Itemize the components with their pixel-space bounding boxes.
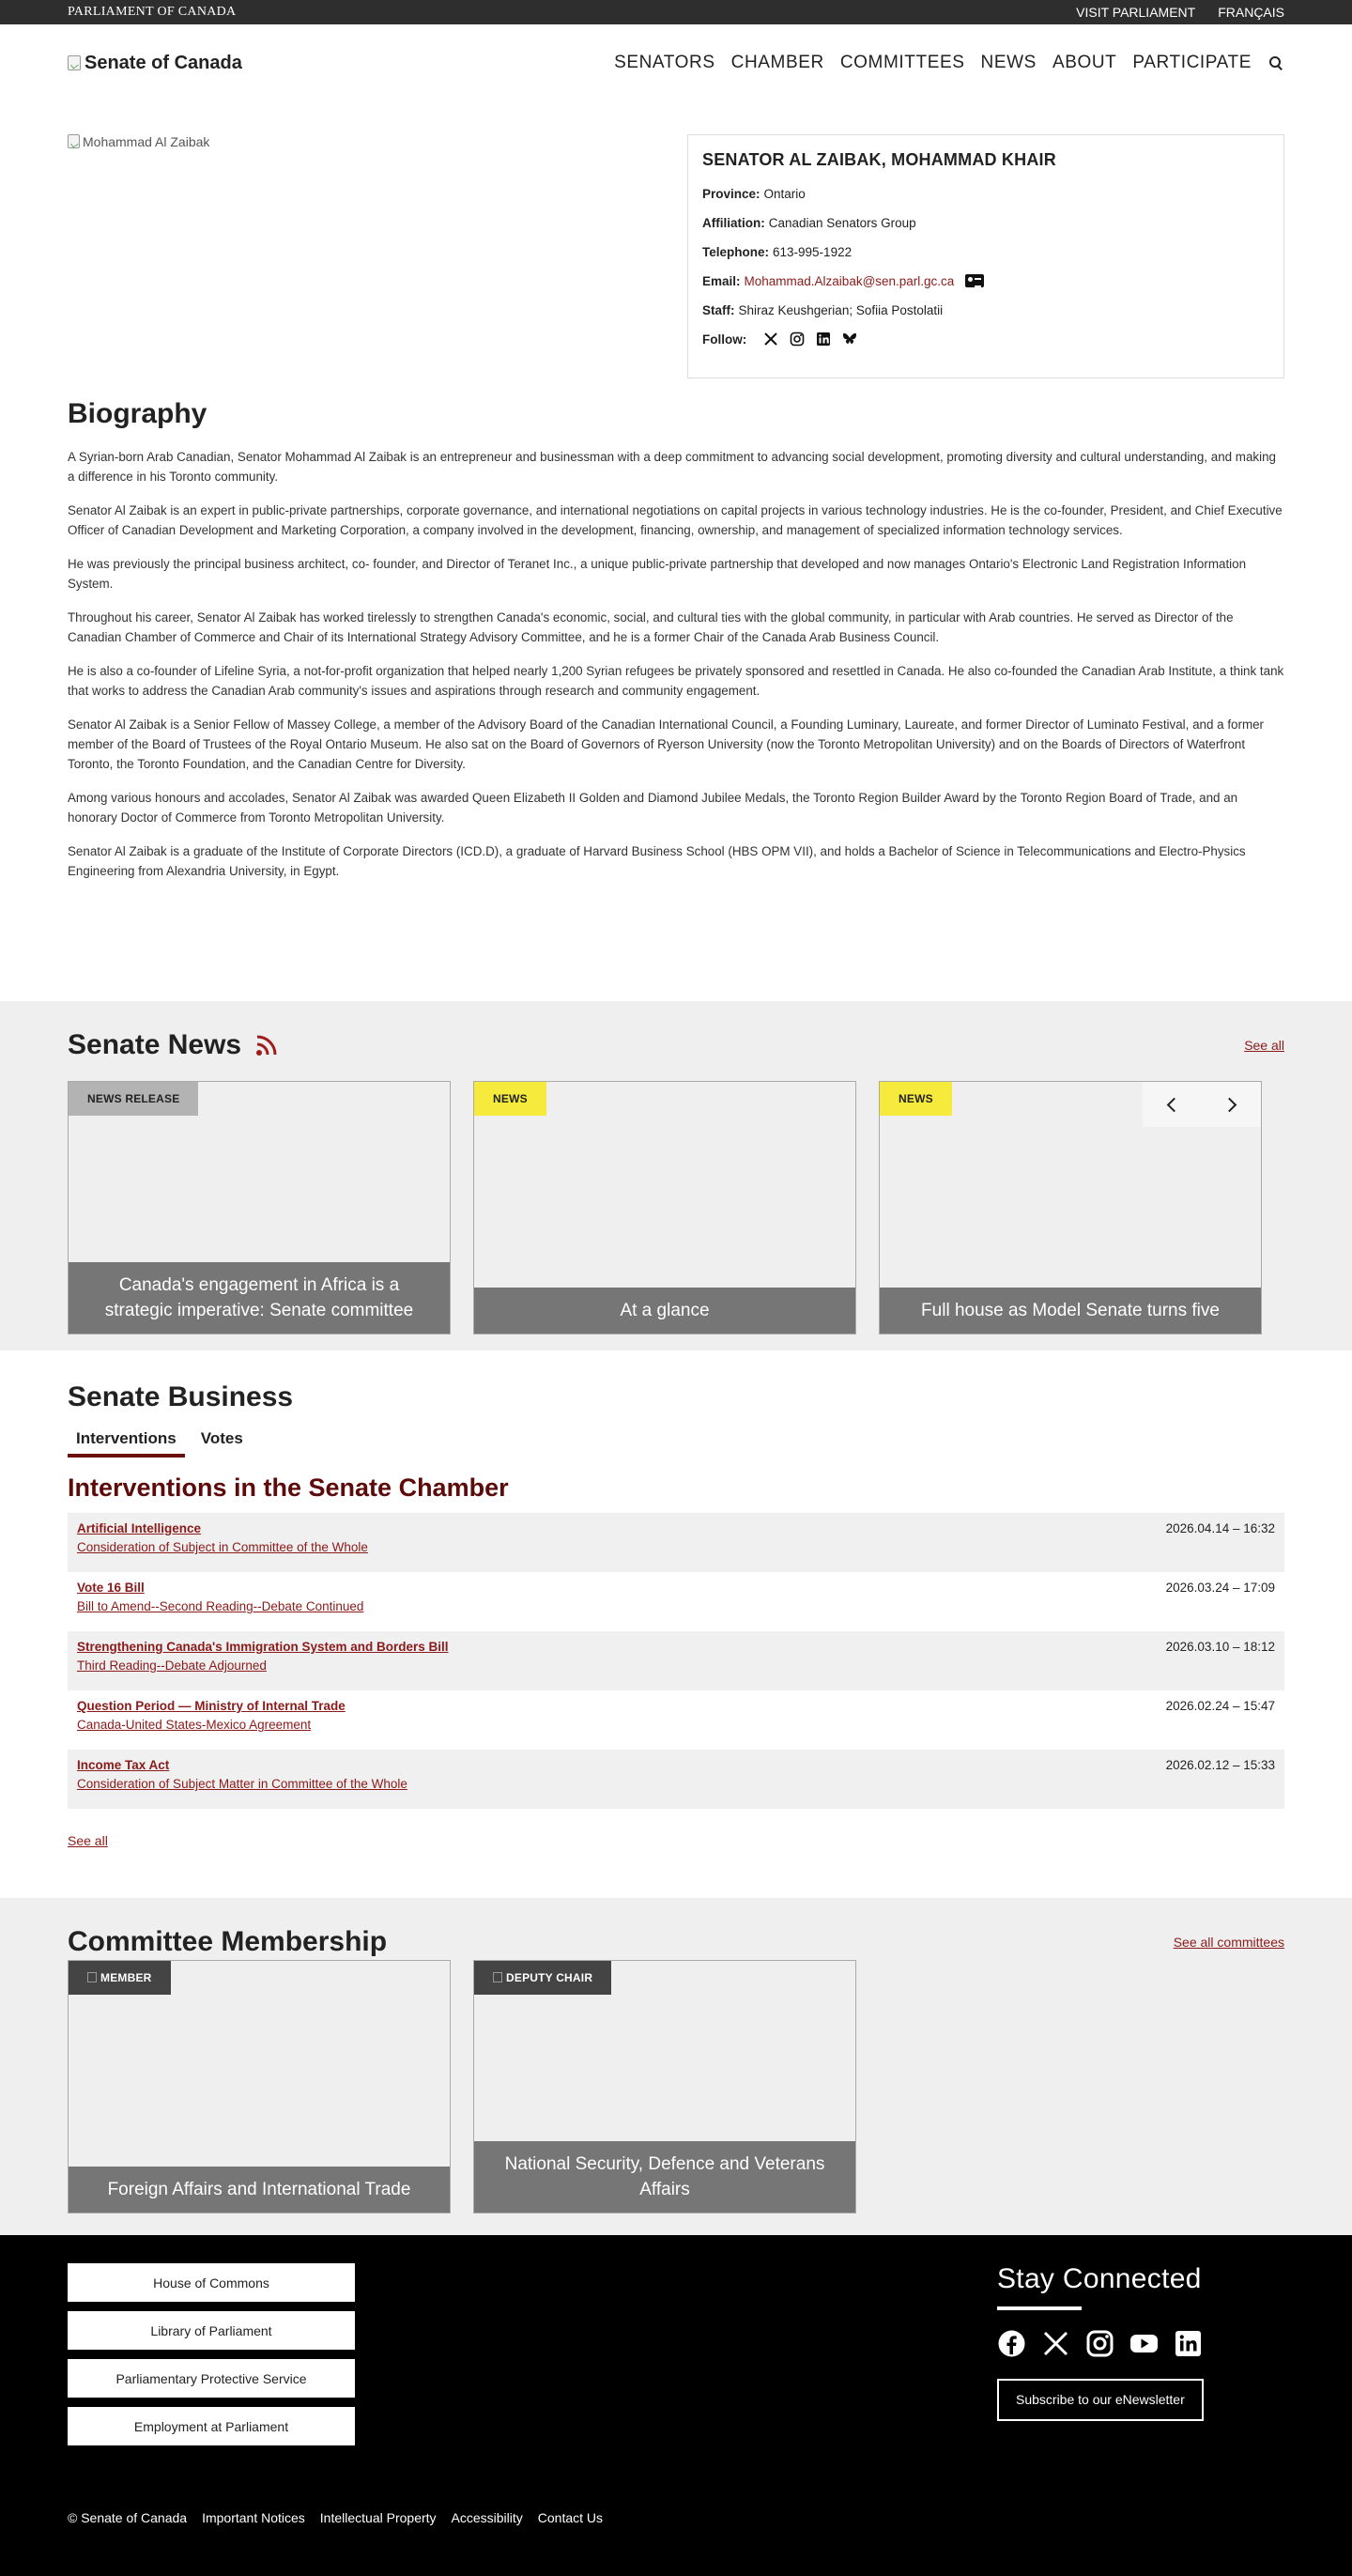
house-of-commons-link[interactable]: House of Commons [68, 2263, 355, 2302]
intervention-subject-link[interactable]: Bill to Amend--Second Reading--Debate Continued [77, 1599, 364, 1613]
youtube-icon[interactable] [1129, 2329, 1159, 2358]
library-of-parliament-link[interactable]: Library of Parliament [68, 2311, 355, 2350]
employment-link[interactable]: Employment at Parliament [68, 2407, 355, 2445]
carousel-controls [1143, 1082, 1261, 1127]
stay-connected-title: Stay Connected [997, 2263, 1202, 2294]
contact-us-link[interactable]: Contact Us [537, 2510, 604, 2525]
bio-paragraph: Among various honours and accolades, Senator Al Zaibak was awarded Queen Elizabeth II Golden and Diamond Jubilee Medals, the Toronto Region Builder Award by the Toronto Region Board of Trade, and an honorary Doctor of Commerce from Toronto Metropolitan University. [68, 791, 1238, 825]
news-type-badge: NEWS [880, 1082, 952, 1116]
committee-role: MEMBER [100, 1971, 152, 1984]
committee-card-caption: National Security, Defence and Veterans Affairs [474, 2141, 855, 2213]
nav-participate[interactable]: PARTICIPATE [1132, 53, 1252, 72]
staff-row [702, 302, 1269, 317]
interventions-list [68, 1513, 1284, 1809]
footer-links [68, 2263, 355, 2484]
interventions-see-all-link[interactable]: See all [68, 1833, 108, 1848]
biography-title: Biography [68, 398, 207, 429]
nav-senators[interactable]: SENATORS [614, 53, 715, 72]
intervention-date: 2026.02.24 – 15:47 [1165, 1699, 1275, 1713]
bio-paragraph: He was previously the principal business architect, co- founder, and Director of Teranet Inc., a unique public-private partnership that developed and now manages Ontario's Electronic Land Registration Information System. [68, 557, 1247, 591]
senator-name: SENATOR AL ZAIBAK, MOHAMMAD KHAIR [702, 150, 1056, 169]
nav-chamber[interactable]: CHAMBER [730, 53, 824, 72]
province-label: Province: [702, 186, 760, 201]
news-type-badge: NEWS RELEASE [69, 1082, 198, 1116]
site-header [0, 24, 1352, 101]
telephone-value: 613-995-1922 [773, 244, 853, 259]
email-link[interactable]: Mohammad.Alzaibak@sen.parl.gc.ca [744, 273, 955, 288]
affiliation-label: Affiliation: [702, 215, 765, 230]
bio-paragraph: Senator Al Zaibak is an expert in public-private partnerships, corporate governance, and international negotiations on capital projects in various technology industries. He is the co-founder, President, and Chief Executive Officer of Canadian Development and Marketing Corporation, a company involved in the development, financing, ownership, and management of specialized information technology services. [68, 503, 1283, 537]
business-title: Senate Business [68, 1381, 294, 1412]
news-card[interactable] [68, 1081, 451, 1334]
news-card-caption: Full house as Model Senate turns five [880, 1288, 1261, 1334]
facebook-icon[interactable] [997, 2329, 1026, 2358]
see-all-committees-link[interactable]: See all committees [1173, 1935, 1284, 1950]
x-icon[interactable] [763, 332, 778, 347]
intervention-date: 2026.03.10 – 18:12 [1165, 1640, 1275, 1654]
senate-news-section [0, 1001, 1352, 1350]
telephone-label: Telephone: [702, 244, 770, 259]
province-row [702, 186, 1269, 201]
instagram-icon[interactable] [790, 332, 805, 347]
broken-image-icon [68, 134, 80, 148]
main-nav [614, 53, 1284, 73]
intervention-subject-link[interactable]: Third Reading--Debate Adjourned [77, 1658, 267, 1673]
nav-news[interactable]: NEWS [980, 53, 1037, 72]
intervention-subject-link[interactable]: Consideration of Subject in Committee of the Whole [77, 1540, 368, 1554]
news-title: Senate News [68, 1029, 242, 1060]
senator-photo [68, 101, 209, 346]
committee-card[interactable] [68, 1960, 451, 2214]
committee-card-caption: Foreign Affairs and International Trade [69, 2167, 450, 2213]
contact-card-icon[interactable] [965, 274, 984, 287]
broken-image-icon [68, 55, 81, 70]
bio-paragraph: A Syrian-born Arab Canadian, Senator Mohammad Al Zaibak is an entrepreneur and businessman with a deep commitment to advancing social development, promoting diversity and cultural understanding, and making a difference in his Toronto community. [68, 450, 1276, 484]
intervention-title-link[interactable]: Question Period — Ministry of Internal Trade [77, 1699, 346, 1713]
intervention-date: 2026.03.24 – 17:09 [1165, 1581, 1275, 1595]
visit-parliament-link[interactable]: VISIT PARLIAMENT [1076, 5, 1196, 20]
intervention-subject-link[interactable]: Canada-United States-Mexico Agreement [77, 1718, 312, 1732]
logo-alt-text: Senate of Canada [84, 52, 242, 73]
committee-card[interactable] [473, 1960, 856, 2214]
broken-image-icon [493, 1972, 502, 1982]
bio-paragraph: Senator Al Zaibak is a graduate of the Institute of Corporate Directors (ICD.D), a graduate of Harvard Business School (HBS OPM VII), and holds a Bachelor of Science in Telecommunications and Electro-Physics Engineering from Alexandria University, in Egypt. [68, 844, 1246, 878]
follow-row [702, 332, 1269, 347]
committee-role: DEPUTY CHAIR [506, 1971, 593, 1984]
senate-logo[interactable] [68, 53, 242, 74]
linkedin-icon[interactable] [816, 332, 831, 347]
email-label: Email: [702, 273, 741, 288]
news-card[interactable] [473, 1081, 856, 1334]
committees-title: Committee Membership [68, 1926, 388, 1957]
copyright-text: © Senate of Canada [68, 2510, 188, 2525]
chevron-left-icon [1167, 1097, 1182, 1112]
follow-label: Follow: [702, 332, 747, 347]
intervention-title-link[interactable]: Artificial Intelligence [77, 1521, 202, 1535]
important-notices-link[interactable]: Important Notices [202, 2510, 305, 2525]
intervention-row [68, 1631, 1284, 1690]
bio-paragraph: Senator Al Zaibak is a Senior Fellow of Massey College, a member of the Advisory Board of the Canadian International Council, a Founding Luminary, Laureate, and former Director of Luminato Festival, and a former member of the Board of Trustees of the Royal Ontario Museum. He also sat on the Board of Governors of Ryerson University (now the Toronto Metropolitan University) and on the Boards of Directors of Waterfront Toronto, the Toronto Foundation, and the Canadian Centre for Diversity. [68, 717, 1265, 771]
subscribe-newsletter-button[interactable]: Subscribe to our eNewsletter [997, 2379, 1204, 2421]
telephone-row [702, 244, 1269, 259]
affiliation-value: Canadian Senators Group [768, 215, 916, 230]
news-see-all-link[interactable]: See all [1244, 1038, 1284, 1053]
staff-value: Shiraz Keushgerian; Sofiia Postolatii [738, 302, 944, 317]
intellectual-property-link[interactable]: Intellectual Property [319, 2510, 437, 2525]
news-card-caption: Canada's engagement in Africa is a strategic imperative: Senate committee [69, 1262, 450, 1334]
news-heading [68, 1029, 279, 1061]
rss-icon[interactable] [254, 1033, 279, 1057]
instagram-icon[interactable] [1085, 2329, 1114, 2358]
nav-committees[interactable]: COMMITTEES [839, 53, 965, 72]
news-type-badge: NEWS [474, 1082, 546, 1116]
intervention-row [68, 1750, 1284, 1809]
bio-paragraph: He is also a co-founder of Lifeline Syria, a not-for-profit organization that helped nearly 1,200 Syrian refugees be privately sponsored and resettled in Canada. He also co-founded the Canadian Arab Institute, a think tank that works to address the Canadian Arab community's issues and aspirations through research and community engagement. [68, 664, 1284, 698]
committee-role-badge [69, 1961, 171, 1995]
intervention-date: 2026.02.12 – 15:33 [1165, 1758, 1275, 1772]
social-links [997, 2329, 1284, 2358]
carousel-prev-button[interactable] [1143, 1082, 1202, 1127]
protective-service-link[interactable]: Parliamentary Protective Service [68, 2359, 355, 2398]
bluesky-icon[interactable] [842, 332, 857, 347]
intervention-subject-link[interactable]: Consideration of Subject Matter in Committee of the Whole [77, 1777, 407, 1791]
site-footer [0, 2235, 1352, 2510]
parliament-brand[interactable]: PARLIAMENT OF CANADA [68, 5, 237, 19]
biography-section [0, 393, 1352, 1001]
linkedin-icon[interactable] [1174, 2329, 1203, 2358]
stay-connected [997, 2263, 1284, 2484]
province-value: Ontario [763, 186, 806, 201]
parliament-top-bar [0, 0, 1352, 24]
accessibility-link[interactable]: Accessibility [451, 2510, 523, 2525]
title-underline [997, 2306, 1082, 2310]
business-tabs [68, 1429, 1284, 1458]
staff-label: Staff: [702, 302, 735, 317]
nav-about[interactable]: ABOUT [1052, 53, 1117, 72]
chevron-right-icon [1222, 1097, 1237, 1112]
intervention-date: 2026.04.14 – 16:32 [1165, 1521, 1275, 1535]
intervention-title-link[interactable]: Vote 16 Bill [77, 1581, 145, 1595]
carousel-next-button[interactable] [1202, 1082, 1261, 1127]
interventions-heading: Interventions in the Senate Chamber [68, 1473, 509, 1502]
broken-image-icon [87, 1972, 97, 1982]
senate-business-section [0, 1350, 1352, 1898]
senator-info-card [687, 134, 1284, 378]
intervention-row [68, 1513, 1284, 1572]
news-card[interactable] [879, 1081, 1262, 1334]
intervention-row [68, 1690, 1284, 1750]
committee-membership-section [0, 1898, 1352, 2235]
footer-bottom-bar [0, 2510, 1352, 2576]
search-icon[interactable] [1268, 54, 1284, 71]
bio-paragraph: Throughout his career, Senator Al Zaibak has worked tirelessly to strengthen Canada's economic, social, and cultural ties with the global community, in particular with Arab countries. He served as Director of the Canadian Chamber of Commerce and Chair of its International Strategy Advisory Committee, and he is a former Chair of the Canada Arab Business Council. [68, 610, 1234, 644]
news-card-caption: At a glance [474, 1288, 855, 1334]
tab-interventions[interactable]: Interventions [68, 1429, 185, 1458]
x-icon[interactable] [1041, 2329, 1070, 2358]
email-row [702, 273, 1269, 288]
committee-role-badge [474, 1961, 611, 1995]
photo-alt-text: Mohammad Al Zaibak [83, 134, 210, 149]
tab-votes[interactable]: Votes [200, 1429, 243, 1447]
affiliation-row [702, 215, 1269, 230]
intervention-row [68, 1572, 1284, 1631]
intervention-title-link[interactable]: Income Tax Act [77, 1758, 170, 1772]
senator-profile [0, 101, 1352, 393]
intervention-title-link[interactable]: Strengthening Canada's Immigration System and Borders Bill [77, 1640, 449, 1654]
language-toggle-link[interactable]: FRANÇAIS [1218, 5, 1284, 20]
